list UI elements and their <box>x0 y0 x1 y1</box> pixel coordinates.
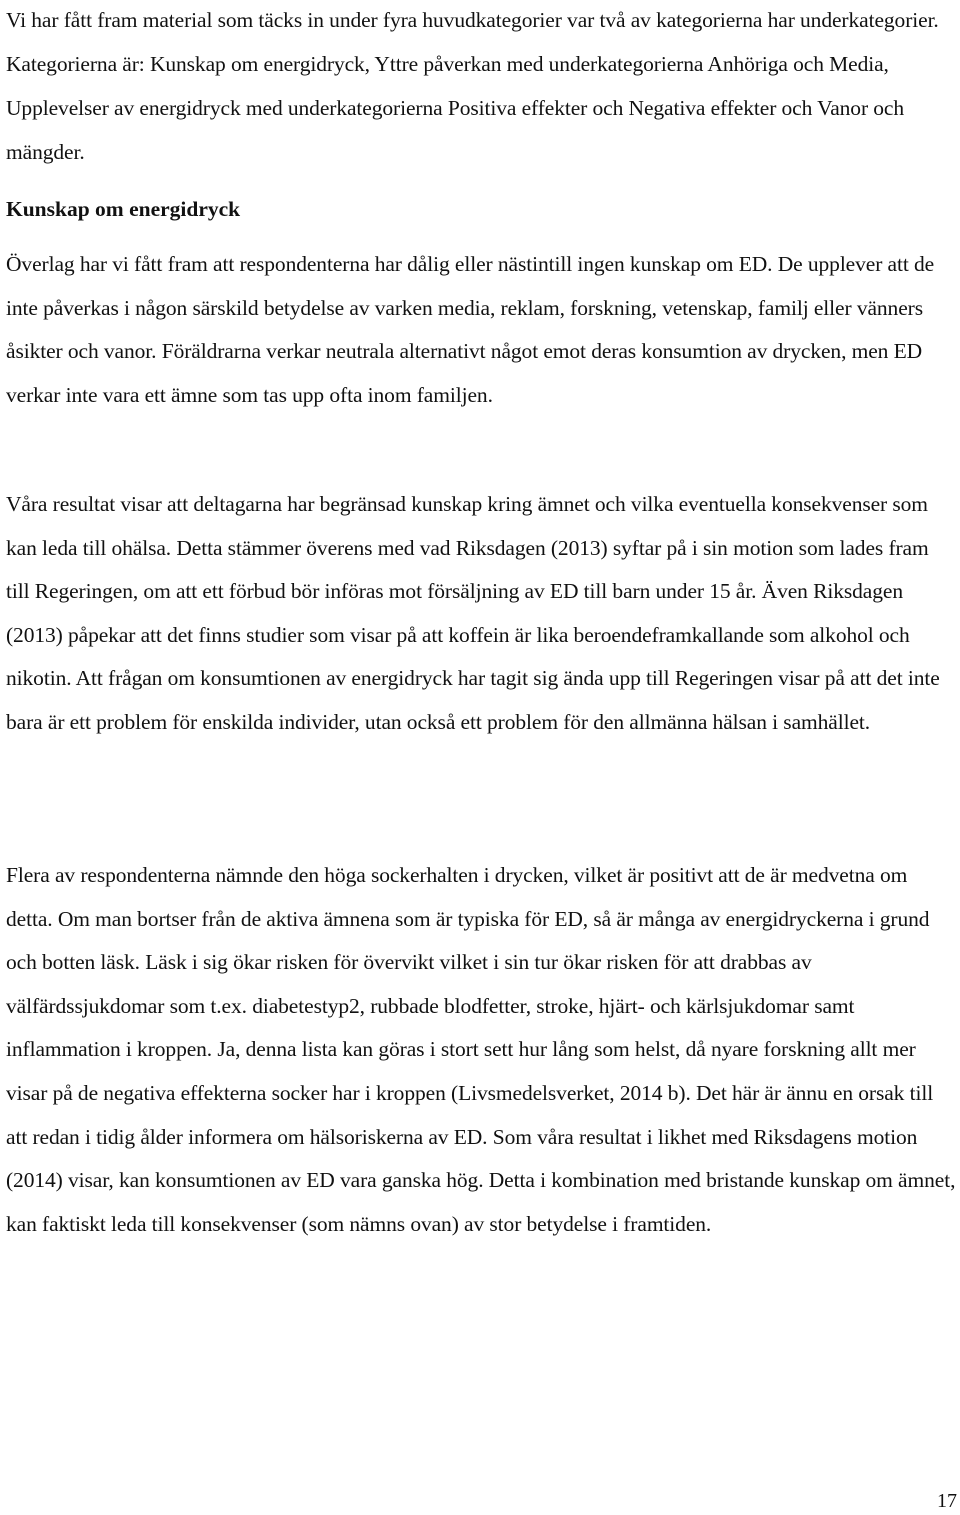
page-number: 17 <box>937 1490 957 1512</box>
intro-paragraph: Vi har fått fram material som täcks in under fyra huvudkategorier var två av kategorierna har underkategorier. Kategorierna är: Kunskap om energidryck, Yttre påverkan med underkategorierna Anhöriga och Media, Upplevelser av energidryck med underkategorierna Positiva effekter och Negativa effekter och Vanor och mängder. <box>6 8 939 164</box>
body-paragraph: Våra resultat visar att deltagarna har begränsad kunskap kring ämnet och vilka eventuella konsekvenser som kan leda till ohälsa. Detta stämmer överens med vad Riksdagen (2013) syftar på i sin motion som lades fram till Regeringen, om att ett förbud bör införas mot försäljning av ED till barn under 15 år. Även Riksdagen (2013) påpekar att det finns studier som visar på att koffein är lika beroendeframkallande som alkohol och nikotin. Att frågan om konsumtionen av energidryck har tagit sig ända upp till Regeringen visar på att det inte bara är ett problem för enskilda individer, utan också ett problem för den allmänna hälsan i samhället. <box>6 492 940 734</box>
body-paragraph: Flera av respondenterna nämnde den höga sockerhalten i drycken, vilket är positivt att de är medvetna om detta. Om man bortser från de aktiva ämnena som är typiska för ED, så är många av energidryckerna i grund och botten läsk. Läsk i sig ökar risken för övervikt vilket i sin tur ökar risken för att drabbas av välfärdssjukdomar som t.ex. diabetestyp2, rubbade blodfetter, stroke, hjärt- och kärlsjukdomar samt inflammation i kroppen. Ja, denna lista kan göras i stort sett hur lång som helst, då nyare forskning allt mer visar på de negativa effekterna socker har i kroppen (Livsmedelsverket, 2014 b). Det här är ännu en orsak till att redan i tidig ålder informera om hälsoriskerna av ED. Som våra resultat i likhet med Riksdagens motion (2014) visar, kan konsumtionen av ED vara ganska hög. Detta i kombination med bristande kunskap om ämnet, kan faktiskt leda till konsekvenser (som nämns ovan) av stor betydelse i framtiden. <box>6 863 956 1236</box>
body-paragraph: Överlag har vi fått fram att respondenterna har dålig eller nästintill ingen kunskap om ED. De upplever att de inte påverkas i någon särskild betydelse av varken media, reklam, forskning, vetenskap, familj eller vänners åsikter och vanor. Föräldrarna verkar neutrala alternativt något emot deras konsumtion av drycken, men ED verkar inte vara ett ämne som tas upp ofta inom familjen. <box>6 252 935 407</box>
section-heading: Kunskap om energidryck <box>6 197 241 221</box>
